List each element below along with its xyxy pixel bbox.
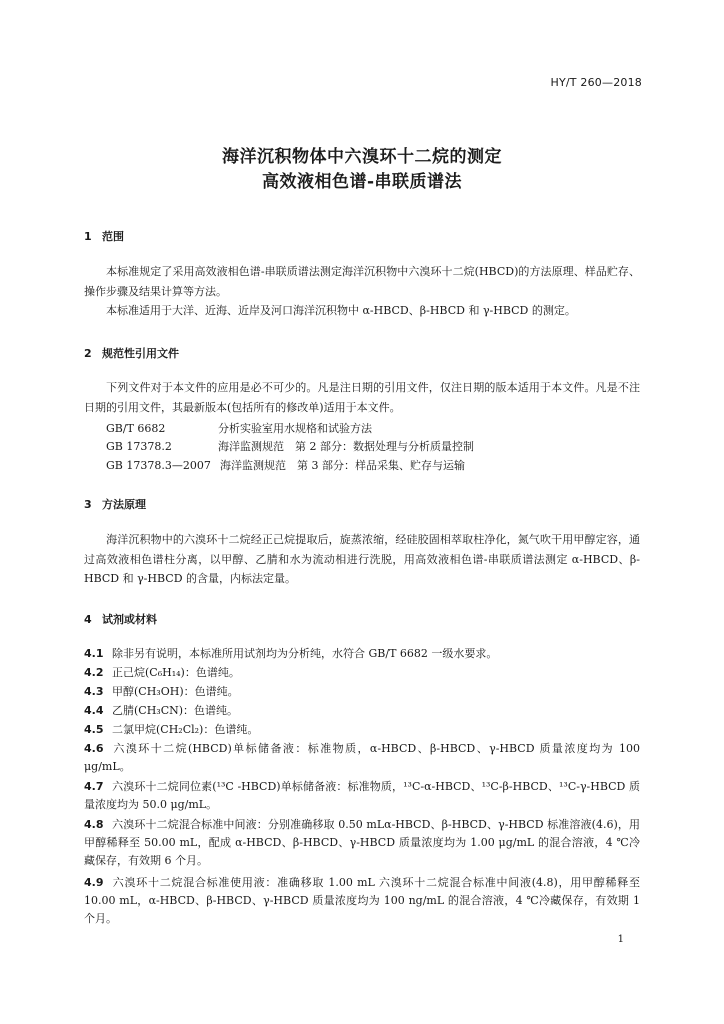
reagent-number: 4.8 <box>84 818 104 831</box>
section-number: 4 <box>84 613 92 626</box>
references-intro <box>84 378 640 417</box>
reagent-number: 4.5 <box>84 723 104 736</box>
document-title-line2: 高效液相色谱-串联质谱法 <box>261 172 463 192</box>
reagent-text: 六溴环十二烷混合标准使用液：准确移取 1.00 mL 六溴环十二烷混合标准中间液(4.8)，用甲醇稀释至 10.00 mL，α-HBCD、β-HBCD、γ-HBCD 质量浓度均为 100 ng/mL 的混合溶液，4 ℃冷藏保存，有效期 1 个月。 <box>84 876 640 925</box>
reagent-number: 4.3 <box>84 685 104 698</box>
reagent-text: 乙腈(CH₃CN)：色谱纯。 <box>112 704 239 717</box>
reagent-number: 4.7 <box>84 780 104 793</box>
reagent-item-4-5 <box>84 721 640 739</box>
reference-item-3 <box>106 457 465 473</box>
reagent-text: 六溴环十二烷(HBCD)单标储备液：标准物质，α-HBCD、β-HBCD、γ-HBCD 质量浓度均为 100 μg/mL。 <box>84 742 640 773</box>
scope-paragraph-1 <box>84 262 640 301</box>
section-title: 试剂或材料 <box>102 613 157 626</box>
reagent-item-4-7 <box>84 778 640 814</box>
page-number: 1 <box>617 934 624 945</box>
reagent-item-4-2 <box>84 664 640 682</box>
reference-code: GB 17378.2 <box>106 440 172 453</box>
scope-text-1: 本标准规定了采用高效液相色谱-串联质谱法测定海洋沉积物中六溴环十二烷(HBCD)的方法原理、样品贮存、操作步骤及结果计算等方法。 <box>84 265 640 298</box>
reagent-text: 六溴环十二烷同位素(¹³C -HBCD)单标储备液：标准物质，¹³C-α-HBCD、¹³C-β-HBCD、¹³C-γ-HBCD 质量浓度均为 50.0 μg/mL。 <box>84 780 640 811</box>
reference-title: 分析实验室用水规格和试验方法 <box>218 422 372 435</box>
section-title: 规范性引用文件 <box>102 347 179 360</box>
reagent-item-4-3 <box>84 683 640 701</box>
section-number: 3 <box>84 498 92 511</box>
reagent-item-4-9 <box>84 874 640 928</box>
reagent-text: 甲醇(CH₃OH)：色谱纯。 <box>112 685 239 698</box>
references-intro-text: 下列文件对于本文件的应用是必不可少的。凡是注日期的引用文件，仅注日期的版本适用于本文件。凡是不注日期的引用文件，其最新版本(包括所有的修改单)适用于本文件。 <box>84 381 640 414</box>
reagent-text: 除非另有说明，本标准所用试剂均为分析纯，水符合 GB/T 6682 一级水要求。 <box>112 647 498 660</box>
section-title: 范围 <box>102 230 124 243</box>
reagent-text: 二氯甲烷(CH₂Cl₂)：色谱纯。 <box>112 723 259 736</box>
section-heading-scope <box>84 228 124 244</box>
reagent-item-4-8 <box>84 816 640 870</box>
reagent-number: 4.2 <box>84 666 104 679</box>
reagent-number: 4.1 <box>84 647 104 660</box>
reagent-item-4-4 <box>84 702 640 720</box>
section-title: 方法原理 <box>102 498 146 511</box>
section-heading-reagents <box>84 611 157 627</box>
reference-item-1 <box>106 420 372 436</box>
reference-title: 海洋监测规范 第 3 部分：样品采集、贮存与运输 <box>220 459 465 472</box>
reagent-item-4-6 <box>84 740 640 776</box>
reference-title: 海洋监测规范 第 2 部分：数据处理与分析质量控制 <box>218 440 474 453</box>
reagent-number: 4.6 <box>84 742 104 755</box>
section-heading-principle <box>84 496 146 512</box>
reagent-text: 正己烷(C₆H₁₄)：色谱纯。 <box>112 666 240 679</box>
scope-paragraph-2 <box>84 301 640 321</box>
reagent-item-4-1 <box>84 645 640 663</box>
document-title-line1: 海洋沉积物体中六溴环十二烷的测定 <box>222 147 502 167</box>
section-number: 2 <box>84 347 92 360</box>
scope-text-2: 本标准适用于大洋、近海、近岸及河口海洋沉积物中 α-HBCD、β-HBCD 和 γ-HBCD 的测定。 <box>106 304 576 317</box>
principle-text: 海洋沉积物中的六溴环十二烷经正己烷提取后，旋蒸浓缩，经硅胶固相萃取柱净化，氮气吹干用甲醇定容，通过高效液相色谱柱分离，以甲醇、乙腈和水为流动相进行洗脱，用高效液相色谱-串联质谱法测定 α-HBCD、β-HBCD 和 γ-HBCD 的含量，内标法定量。 <box>84 533 640 585</box>
reference-code: GB 17378.3—2007 <box>106 459 211 472</box>
section-number: 1 <box>84 230 92 243</box>
standard-code: HY/T 260—2018 <box>550 76 642 89</box>
section-heading-references <box>84 345 179 361</box>
principle-paragraph <box>84 530 640 589</box>
reference-code: GB/T 6682 <box>106 422 166 435</box>
reagent-text: 六溴环十二烷混合标准中间液：分别准确移取 0.50 mLα-HBCD、β-HBCD、γ-HBCD 标准溶液(4.6)，用甲醇稀释至 50.00 mL，配成 α-HBCD、β-HBCD、γ-HBCD 质量浓度均为 1.00 μg/mL 的混合溶液，4 ℃冷藏保存，有效期 6 个月。 <box>84 818 640 867</box>
reagent-number: 4.4 <box>84 704 104 717</box>
reagent-number: 4.9 <box>84 876 104 889</box>
reference-item-2 <box>106 438 474 454</box>
